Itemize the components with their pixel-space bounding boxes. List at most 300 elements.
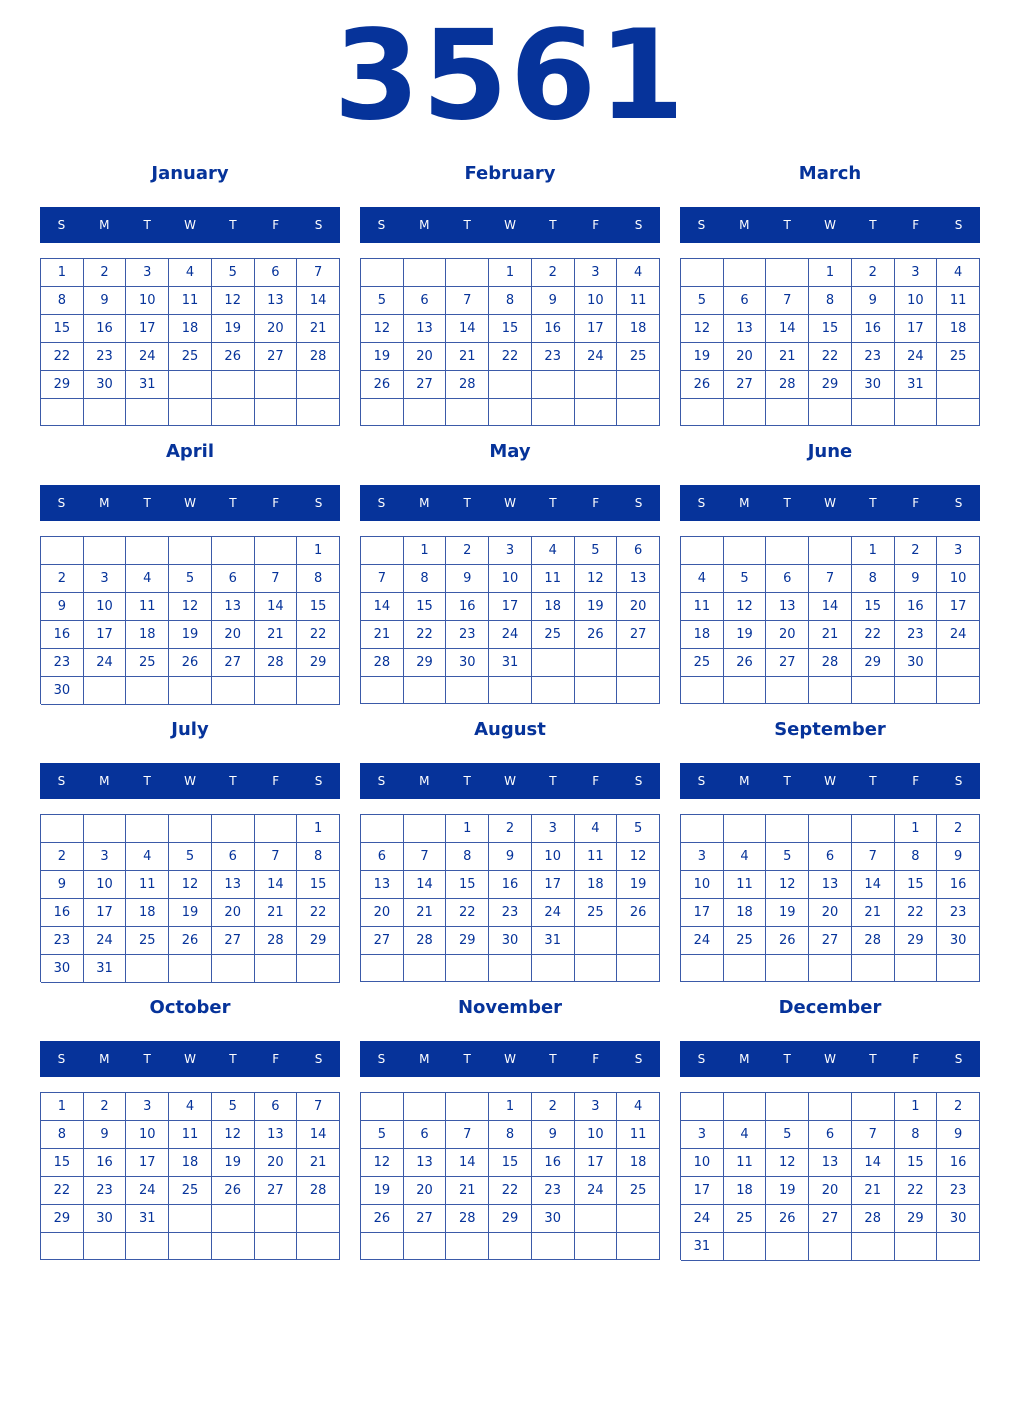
day-cell: 16 [84, 1149, 127, 1177]
day-cell: 7 [361, 565, 404, 593]
day-cell: 21 [852, 899, 895, 927]
day-cell: 15 [297, 871, 340, 899]
day-cell: 14 [404, 871, 447, 899]
empty-day-cell [446, 955, 489, 982]
day-cell: 1 [895, 1093, 938, 1121]
day-cell: 3 [937, 537, 980, 565]
empty-day-cell [169, 677, 212, 705]
empty-day-cell [489, 371, 532, 399]
day-cell: 24 [681, 927, 724, 955]
day-cell: 26 [766, 927, 809, 955]
weekday-label: T [143, 496, 151, 510]
day-cell: 16 [84, 315, 127, 343]
day-cell: 25 [126, 649, 169, 677]
empty-day-cell [937, 649, 980, 677]
empty-day-cell [297, 677, 340, 705]
day-cell: 18 [169, 1149, 212, 1177]
day-cell: 10 [681, 1149, 724, 1177]
month-title: May [489, 441, 531, 462]
empty-day-cell [84, 1233, 127, 1260]
empty-day-cell [255, 537, 298, 565]
day-cell: 15 [895, 1149, 938, 1177]
day-cell: 5 [617, 815, 660, 843]
empty-day-cell [361, 1233, 404, 1260]
day-cell: 26 [361, 371, 404, 399]
day-cell: 6 [212, 565, 255, 593]
day-cell: 1 [297, 537, 340, 565]
weekday-label: M [739, 218, 750, 232]
weekday-header [40, 485, 340, 521]
month-title: September [774, 719, 886, 740]
day-cell: 12 [766, 871, 809, 899]
empty-day-cell [404, 1233, 447, 1260]
day-cell: 4 [532, 537, 575, 565]
day-cell: 9 [532, 287, 575, 315]
day-cell: 4 [126, 843, 169, 871]
day-cell: 22 [297, 899, 340, 927]
day-cell: 3 [84, 565, 127, 593]
day-cell: 28 [852, 1205, 895, 1233]
day-cell: 26 [361, 1205, 404, 1233]
day-cell: 6 [809, 1121, 852, 1149]
empty-day-cell [617, 649, 660, 677]
weekday-header [680, 763, 980, 799]
weekday-label: T [463, 1052, 471, 1066]
month-title: December [778, 997, 882, 1018]
weekday-label: T [783, 496, 791, 510]
day-cell: 12 [724, 593, 767, 621]
empty-day-cell [41, 537, 84, 565]
empty-day-cell [297, 955, 340, 983]
day-cell: 22 [895, 1177, 938, 1205]
day-cell: 22 [489, 1177, 532, 1205]
empty-day-cell [766, 677, 809, 704]
day-grid [360, 1092, 660, 1260]
day-cell: 12 [575, 565, 618, 593]
day-cell: 17 [489, 593, 532, 621]
day-cell: 26 [681, 371, 724, 399]
weekday-label: F [272, 1052, 280, 1066]
day-cell: 24 [84, 649, 127, 677]
day-cell: 11 [532, 565, 575, 593]
empty-day-cell [532, 677, 575, 704]
day-cell: 18 [681, 621, 724, 649]
day-cell: 23 [532, 1177, 575, 1205]
weekday-header [360, 1041, 660, 1077]
empty-day-cell [255, 371, 298, 399]
day-cell: 16 [41, 899, 84, 927]
empty-day-cell [126, 537, 169, 565]
day-cell: 8 [446, 843, 489, 871]
weekday-header [40, 763, 340, 799]
day-cell: 3 [575, 259, 618, 287]
weekday-label: T [229, 1052, 237, 1066]
empty-day-cell [575, 1205, 618, 1233]
month-title: July [171, 719, 209, 740]
day-cell: 7 [297, 259, 340, 287]
empty-day-cell [489, 677, 532, 704]
weekday-label: F [912, 218, 920, 232]
empty-day-cell [532, 399, 575, 426]
day-cell: 30 [41, 955, 84, 983]
weekday-label: T [783, 774, 791, 788]
day-cell: 2 [532, 1093, 575, 1121]
empty-day-cell [937, 1233, 980, 1261]
empty-day-cell [681, 399, 724, 426]
day-cell: 19 [724, 621, 767, 649]
day-cell: 5 [212, 259, 255, 287]
day-cell: 2 [446, 537, 489, 565]
empty-day-cell [617, 1205, 660, 1233]
day-cell: 30 [937, 927, 980, 955]
day-cell: 24 [532, 899, 575, 927]
day-cell: 4 [617, 1093, 660, 1121]
empty-day-cell [404, 399, 447, 426]
day-cell: 8 [852, 565, 895, 593]
weekday-label: W [824, 496, 836, 510]
day-cell: 7 [255, 565, 298, 593]
day-cell: 18 [617, 315, 660, 343]
day-cell: 12 [361, 1149, 404, 1177]
day-cell: 27 [809, 927, 852, 955]
day-cell: 17 [681, 899, 724, 927]
day-cell: 7 [446, 1121, 489, 1149]
weekday-label: F [912, 496, 920, 510]
month-title: August [474, 719, 546, 740]
day-cell: 17 [84, 621, 127, 649]
day-cell: 12 [617, 843, 660, 871]
empty-day-cell [852, 1233, 895, 1261]
day-cell: 22 [895, 899, 938, 927]
day-cell: 25 [617, 343, 660, 371]
weekday-header [680, 485, 980, 521]
weekday-label: T [549, 218, 557, 232]
day-cell: 2 [41, 565, 84, 593]
day-cell: 25 [937, 343, 980, 371]
empty-day-cell [255, 955, 298, 983]
day-cell: 30 [41, 677, 84, 705]
day-cell: 28 [255, 927, 298, 955]
day-cell: 12 [212, 1121, 255, 1149]
day-cell: 27 [766, 649, 809, 677]
empty-day-cell [617, 399, 660, 426]
day-cell: 5 [681, 287, 724, 315]
empty-day-cell [126, 399, 169, 426]
day-cell: 2 [489, 815, 532, 843]
empty-day-cell [212, 1233, 255, 1260]
day-cell: 3 [532, 815, 575, 843]
day-cell: 27 [404, 1205, 447, 1233]
day-cell: 11 [575, 843, 618, 871]
weekday-label: T [229, 496, 237, 510]
day-cell: 12 [169, 593, 212, 621]
day-cell: 6 [361, 843, 404, 871]
day-cell: 16 [489, 871, 532, 899]
day-cell: 6 [766, 565, 809, 593]
day-cell: 15 [404, 593, 447, 621]
day-cell: 27 [255, 343, 298, 371]
month-title: June [807, 441, 853, 462]
day-cell: 31 [681, 1233, 724, 1261]
day-cell: 3 [126, 1093, 169, 1121]
day-cell: 10 [532, 843, 575, 871]
day-cell: 26 [724, 649, 767, 677]
day-cell: 21 [809, 621, 852, 649]
day-cell: 1 [41, 1093, 84, 1121]
empty-day-cell [852, 399, 895, 426]
day-cell: 10 [937, 565, 980, 593]
day-cell: 19 [169, 621, 212, 649]
day-cell: 5 [212, 1093, 255, 1121]
day-cell: 14 [446, 1149, 489, 1177]
weekday-label: S [697, 218, 706, 232]
empty-day-cell [255, 815, 298, 843]
day-cell: 1 [852, 537, 895, 565]
day-cell: 29 [404, 649, 447, 677]
day-cell: 8 [41, 1121, 84, 1149]
day-cell: 26 [212, 343, 255, 371]
day-cell: 13 [404, 1149, 447, 1177]
weekday-label: S [377, 218, 386, 232]
empty-day-cell [255, 399, 298, 426]
day-cell: 23 [937, 1177, 980, 1205]
day-cell: 25 [169, 343, 212, 371]
day-cell: 5 [766, 1121, 809, 1149]
day-cell: 27 [724, 371, 767, 399]
empty-day-cell [404, 955, 447, 982]
day-cell: 23 [41, 927, 84, 955]
day-cell: 21 [404, 899, 447, 927]
day-cell: 16 [532, 1149, 575, 1177]
day-cell: 7 [404, 843, 447, 871]
empty-day-cell [404, 259, 447, 287]
weekday-label: F [592, 1052, 600, 1066]
day-cell: 28 [255, 649, 298, 677]
weekday-label: F [592, 496, 600, 510]
weekday-label: F [912, 774, 920, 788]
day-cell: 18 [532, 593, 575, 621]
day-cell: 20 [361, 899, 404, 927]
weekday-label: S [634, 218, 643, 232]
empty-day-cell [212, 399, 255, 426]
empty-day-cell [575, 927, 618, 955]
day-cell: 11 [169, 287, 212, 315]
weekday-label: T [869, 496, 877, 510]
day-cell: 7 [809, 565, 852, 593]
day-cell: 28 [297, 1177, 340, 1205]
day-cell: 7 [255, 843, 298, 871]
empty-day-cell [404, 815, 447, 843]
empty-day-cell [937, 399, 980, 426]
empty-day-cell [446, 1093, 489, 1121]
day-grid [40, 814, 340, 982]
day-cell: 25 [126, 927, 169, 955]
day-cell: 24 [126, 343, 169, 371]
day-cell: 3 [126, 259, 169, 287]
day-cell: 21 [852, 1177, 895, 1205]
weekday-label: W [184, 218, 196, 232]
empty-day-cell [852, 1093, 895, 1121]
weekday-label: W [824, 1052, 836, 1066]
day-cell: 18 [575, 871, 618, 899]
empty-day-cell [809, 677, 852, 704]
weekday-label: F [272, 218, 280, 232]
day-cell: 13 [212, 593, 255, 621]
empty-day-cell [809, 1233, 852, 1261]
empty-day-cell [532, 955, 575, 982]
day-cell: 4 [617, 259, 660, 287]
empty-day-cell [617, 677, 660, 704]
day-cell: 26 [169, 927, 212, 955]
day-cell: 13 [617, 565, 660, 593]
day-cell: 28 [404, 927, 447, 955]
day-cell: 2 [895, 537, 938, 565]
day-cell: 13 [212, 871, 255, 899]
day-cell: 13 [255, 1121, 298, 1149]
day-cell: 27 [404, 371, 447, 399]
day-cell: 26 [617, 899, 660, 927]
day-cell: 15 [297, 593, 340, 621]
day-cell: 4 [575, 815, 618, 843]
day-cell: 14 [852, 1149, 895, 1177]
day-cell: 12 [681, 315, 724, 343]
day-cell: 24 [681, 1205, 724, 1233]
day-cell: 13 [724, 315, 767, 343]
day-cell: 5 [575, 537, 618, 565]
empty-day-cell [41, 815, 84, 843]
weekday-label: T [869, 774, 877, 788]
day-cell: 8 [489, 1121, 532, 1149]
empty-day-cell [489, 955, 532, 982]
weekday-label: M [419, 1052, 430, 1066]
day-cell: 11 [169, 1121, 212, 1149]
day-cell: 26 [169, 649, 212, 677]
weekday-label: T [783, 1052, 791, 1066]
day-cell: 29 [809, 371, 852, 399]
day-cell: 9 [937, 1121, 980, 1149]
empty-day-cell [126, 677, 169, 705]
empty-day-cell [212, 371, 255, 399]
empty-day-cell [809, 1093, 852, 1121]
empty-day-cell [766, 955, 809, 982]
weekday-header [40, 1041, 340, 1077]
day-cell: 8 [895, 1121, 938, 1149]
empty-day-cell [361, 677, 404, 704]
day-cell: 21 [255, 621, 298, 649]
month-title: November [457, 997, 563, 1018]
year-title: 3561 [333, 4, 687, 148]
day-cell: 31 [84, 955, 127, 983]
month-title: February [464, 163, 556, 184]
weekday-label: S [377, 496, 386, 510]
day-cell: 17 [126, 1149, 169, 1177]
day-cell: 21 [361, 621, 404, 649]
weekday-label: T [143, 1052, 151, 1066]
weekday-label: S [954, 774, 963, 788]
weekday-label: S [314, 496, 323, 510]
day-cell: 3 [84, 843, 127, 871]
day-cell: 22 [489, 343, 532, 371]
day-grid [680, 1092, 980, 1260]
empty-day-cell [446, 399, 489, 426]
empty-day-cell [255, 677, 298, 705]
day-cell: 21 [766, 343, 809, 371]
day-grid [40, 258, 340, 426]
empty-day-cell [852, 955, 895, 982]
day-cell: 20 [255, 315, 298, 343]
day-cell: 1 [895, 815, 938, 843]
day-cell: 13 [404, 315, 447, 343]
weekday-header [360, 207, 660, 243]
empty-day-cell [361, 955, 404, 982]
day-cell: 15 [41, 315, 84, 343]
weekday-label: T [463, 774, 471, 788]
day-grid [680, 814, 980, 982]
day-cell: 23 [41, 649, 84, 677]
weekday-label: T [549, 496, 557, 510]
day-cell: 27 [255, 1177, 298, 1205]
day-cell: 13 [766, 593, 809, 621]
empty-day-cell [446, 677, 489, 704]
weekday-label: T [869, 218, 877, 232]
day-cell: 9 [852, 287, 895, 315]
empty-day-cell [724, 815, 767, 843]
day-cell: 19 [361, 343, 404, 371]
empty-day-cell [681, 815, 724, 843]
day-cell: 31 [126, 1205, 169, 1233]
day-cell: 16 [937, 1149, 980, 1177]
day-cell: 9 [937, 843, 980, 871]
empty-day-cell [852, 815, 895, 843]
day-cell: 1 [809, 259, 852, 287]
day-cell: 17 [84, 899, 127, 927]
day-cell: 22 [297, 621, 340, 649]
day-cell: 19 [766, 899, 809, 927]
day-cell: 1 [41, 259, 84, 287]
day-grid [360, 258, 660, 426]
day-cell: 10 [84, 593, 127, 621]
empty-day-cell [41, 1233, 84, 1260]
day-cell: 30 [532, 1205, 575, 1233]
day-cell: 28 [766, 371, 809, 399]
day-cell: 21 [297, 1149, 340, 1177]
day-cell: 14 [361, 593, 404, 621]
day-cell: 24 [895, 343, 938, 371]
empty-day-cell [489, 399, 532, 426]
weekday-label: M [739, 774, 750, 788]
day-cell: 18 [126, 899, 169, 927]
day-cell: 1 [297, 815, 340, 843]
day-grid [680, 258, 980, 426]
empty-day-cell [809, 399, 852, 426]
empty-day-cell [681, 537, 724, 565]
weekday-label: W [824, 774, 836, 788]
month-title: October [149, 997, 231, 1018]
weekday-label: S [954, 496, 963, 510]
empty-day-cell [681, 259, 724, 287]
day-cell: 6 [724, 287, 767, 315]
day-cell: 25 [169, 1177, 212, 1205]
day-cell: 20 [724, 343, 767, 371]
day-cell: 4 [169, 1093, 212, 1121]
day-cell: 9 [41, 871, 84, 899]
weekday-label: F [912, 1052, 920, 1066]
day-grid [360, 814, 660, 982]
empty-day-cell [681, 677, 724, 704]
weekday-label: T [869, 1052, 877, 1066]
weekday-header [680, 207, 980, 243]
day-cell: 30 [895, 649, 938, 677]
